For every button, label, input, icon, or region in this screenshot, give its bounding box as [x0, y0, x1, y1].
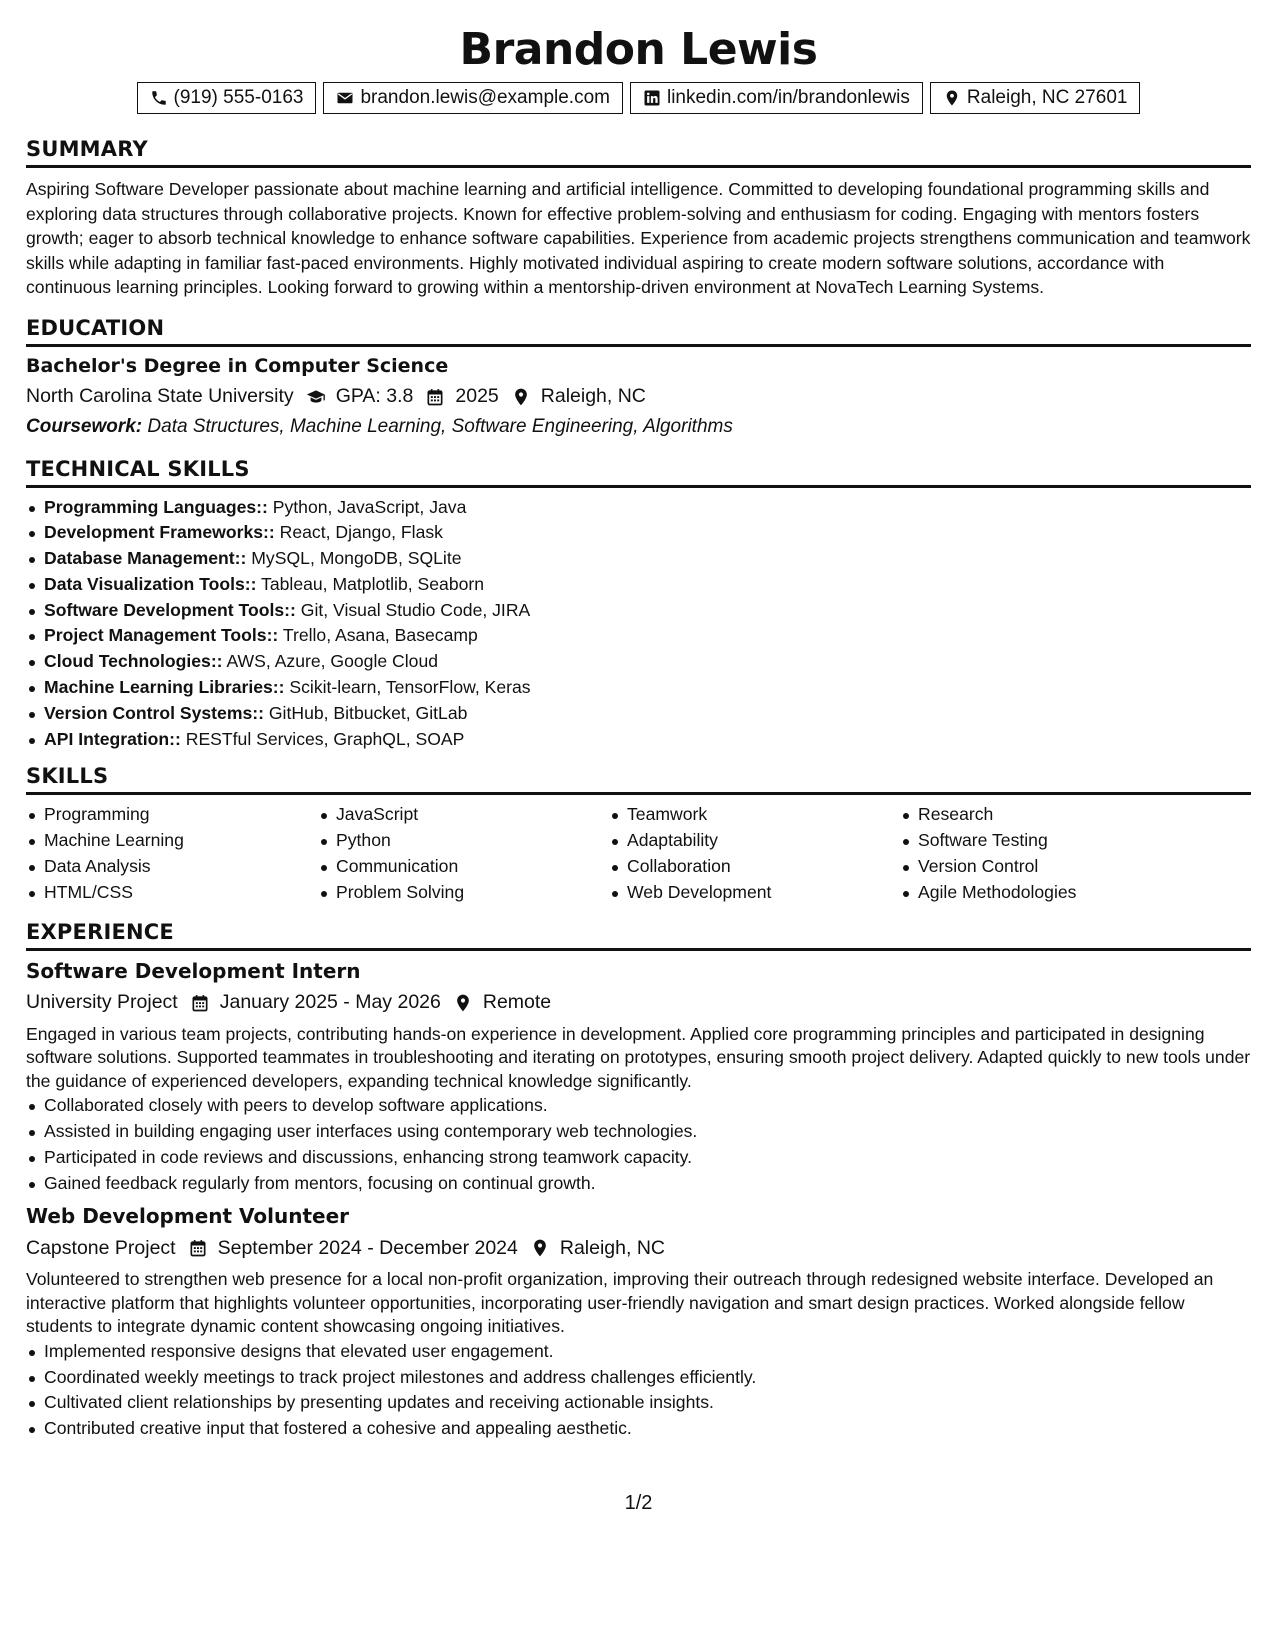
list-item: Data Analysis [26, 854, 318, 880]
experience-entry [26, 1204, 1251, 1442]
coursework-list: Data Structures, Machine Learning, Software Engineering, Algorithms [147, 415, 733, 437]
skill-values: Git, Visual Studio Code, JIRA [300, 599, 531, 620]
job-dates: January 2025 - May 2026 [219, 991, 441, 1014]
map-pin-icon [530, 1238, 550, 1258]
job-organization: University Project [26, 991, 178, 1014]
job-dates: September 2024 - December 2024 [217, 1236, 518, 1259]
technical-skills-section [26, 457, 1251, 753]
list-item [26, 598, 1251, 624]
skill-values: AWS, Azure, Google Cloud [226, 651, 439, 672]
list-item: Problem Solving [318, 880, 609, 906]
list-item [26, 546, 1251, 572]
skill-values: React, Django, Flask [279, 522, 443, 543]
graduation-cap-icon [306, 387, 326, 407]
skills-column [609, 802, 900, 905]
contact-linkedin-text: linkedin.com/in/brandonlewis [666, 87, 910, 108]
skills-column [900, 802, 1191, 905]
job-title: Software Development Intern [26, 958, 361, 983]
calendar-icon [425, 387, 445, 407]
education-meta [26, 383, 1251, 411]
list-item: Version Control [900, 854, 1191, 880]
map-pin-icon [453, 993, 473, 1013]
list-item: Software Testing [900, 828, 1191, 854]
list-item [26, 727, 1251, 753]
skill-category: Database Management:: [44, 548, 247, 569]
section-divider [26, 948, 1251, 951]
skill-category: Project Management Tools:: [44, 625, 279, 646]
section-title-technical-skills: TECHNICAL SKILLS [26, 456, 250, 481]
job-description: Volunteered to strengthen web presence for a local non-profit organization, improving their outreach through redesigned website interface. Developed an interactive platform that highlights volunteer opportunities, incorporating user-friendly navigation and smart design practices. Worked alongside fellow students to integrate dynamic content showcasing ongoing initiatives. [26, 1269, 1214, 1337]
skill-category: Development Frameworks:: [44, 522, 275, 543]
skills-column [318, 802, 609, 905]
section-title-summary: SUMMARY [26, 137, 148, 161]
list-item [26, 572, 1251, 598]
summary-section [26, 137, 1251, 300]
job-organization: Capstone Project [26, 1236, 176, 1259]
list-item: Teamwork [609, 802, 900, 828]
calendar-icon [188, 1238, 208, 1258]
job-meta [26, 989, 1251, 1017]
contact-location[interactable] [930, 82, 1141, 114]
list-item: Assisted in building engaging user interfaces using contemporary web technologies. [26, 1119, 1251, 1145]
skill-values: RESTful Services, GraphQL, SOAP [185, 728, 465, 749]
candidate-name: Brandon Lewis [459, 24, 818, 75]
list-item [26, 701, 1251, 727]
section-divider [26, 344, 1251, 347]
list-item: Collaborated closely with peers to develop software applications. [26, 1093, 1251, 1119]
skill-values: Trello, Asana, Basecamp [282, 625, 478, 646]
list-item: Gained feedback regularly from mentors, focusing on continual growth. [26, 1171, 1251, 1197]
section-title-experience: EXPERIENCE [26, 919, 174, 944]
contact-email-text: brandon.lewis@example.com [360, 87, 610, 108]
list-item: HTML/CSS [26, 880, 318, 906]
list-item: Coordinated weekly meetings to track project milestones and address challenges efficiently. [26, 1365, 1251, 1391]
job-meta [26, 1234, 1251, 1262]
list-item: Python [318, 828, 609, 854]
list-item: Research [900, 802, 1191, 828]
skill-category: API Integration:: [44, 728, 181, 749]
contact-linkedin[interactable] [630, 82, 923, 114]
section-divider [26, 485, 1251, 488]
map-pin-icon [943, 89, 961, 107]
list-item: Contributed creative input that fostered a cohesive and appealing aesthetic. [26, 1416, 1251, 1442]
linkedin-icon [643, 89, 661, 107]
skill-category: Data Visualization Tools:: [44, 573, 257, 594]
graduation-year: 2025 [455, 385, 499, 407]
list-item: Programming [26, 802, 318, 828]
section-title-education: EDUCATION [26, 315, 165, 340]
envelope-icon [336, 89, 354, 107]
job-location: Remote [482, 991, 552, 1014]
skill-category: Cloud Technologies:: [44, 651, 223, 672]
school-name: North Carolina State University [26, 385, 294, 407]
list-item [26, 495, 1251, 521]
skill-values: Python, JavaScript, Java [272, 496, 467, 517]
skill-category: Programming Languages:: [44, 496, 268, 517]
job-title: Web Development Volunteer [26, 1204, 350, 1229]
list-item: Adaptability [609, 828, 900, 854]
skill-values: Scikit-learn, TensorFlow, Keras [289, 677, 531, 698]
list-item [26, 520, 1251, 546]
resume-page [26, 0, 1251, 1650]
map-pin-icon [511, 387, 531, 407]
section-divider [26, 165, 1251, 168]
contact-phone[interactable] [137, 82, 317, 114]
summary-text: Aspiring Software Developer passionate about machine learning and artificial intelligence. Committed to developing foundational programming skills and exploring data structures through collaborative projects. Known for effective problem-solving and enthusiasm for coding. Engaging with mentors fosters growth; eager to absorb technical knowledge to enhance software capabilities. Experience from academic projects strengthens communication and teamwork skills while adapting in familiar fast-paced environments. Highly motivated individual aspiring to create modern software solutions, accordance with continuous learning principles. Looking forward to growing within a mentorship-driven environment at NovaTech Learning Systems. [26, 179, 1251, 297]
list-item [26, 623, 1251, 649]
list-item: Implemented responsive designs that elevated user engagement. [26, 1339, 1251, 1365]
list-item: Web Development [609, 880, 900, 906]
calendar-icon [190, 993, 210, 1013]
job-bullets [26, 1339, 1251, 1442]
list-item [26, 649, 1251, 675]
list-item: Collaboration [609, 854, 900, 880]
coursework-label: Coursework: [26, 415, 143, 437]
contact-bar [26, 82, 1251, 114]
skill-category: Machine Learning Libraries:: [44, 677, 285, 698]
job-location: Raleigh, NC [559, 1236, 665, 1259]
degree-title: Bachelor's Degree in Computer Science [26, 354, 449, 377]
skills-grid [26, 802, 1251, 905]
job-bullets [26, 1093, 1251, 1196]
list-item [26, 675, 1251, 701]
contact-phone-text: (919) 555-0163 [173, 87, 304, 108]
coursework-line [26, 416, 1251, 438]
skills-section [26, 764, 1251, 905]
contact-location-text: Raleigh, NC 27601 [966, 87, 1128, 108]
job-description: Engaged in various team projects, contributing hands-on experience in development. Applied core programming principles and participated in designing software solutions. Supported teammates in troubleshooting and iterating on prototypes, ensuring smooth project delivery. Adapted quickly to new tools under the guidance of experienced developers, expanding technical knowledge significantly. [26, 1023, 1251, 1091]
skill-values: GitHub, Bitbucket, GitLab [268, 702, 468, 723]
experience-section [26, 920, 1251, 1442]
section-divider [26, 792, 1251, 795]
skill-values: Tableau, Matplotlib, Seaborn [261, 573, 485, 594]
skill-category: Software Development Tools:: [44, 599, 296, 620]
technical-skills-list [26, 495, 1251, 753]
list-item: Agile Methodologies [900, 880, 1191, 906]
school-location: Raleigh, NC [540, 385, 646, 407]
list-item: Cultivated client relationships by presenting updates and receiving actionable insights. [26, 1390, 1251, 1416]
skill-category: Version Control Systems:: [44, 702, 264, 723]
list-item: Communication [318, 854, 609, 880]
experience-entry [26, 959, 1251, 1197]
skills-column [26, 802, 318, 905]
phone-icon [150, 89, 168, 107]
list-item: Participated in code reviews and discussions, enhancing strong teamwork capacity. [26, 1145, 1251, 1171]
gpa-value: GPA: 3.8 [335, 385, 414, 407]
list-item: JavaScript [318, 802, 609, 828]
education-section [26, 316, 1251, 438]
list-item: Machine Learning [26, 828, 318, 854]
contact-email[interactable] [323, 82, 623, 114]
page-number: 1/2 [624, 1492, 653, 1514]
skill-values: MySQL, MongoDB, SQLite [251, 548, 462, 569]
section-title-skills: SKILLS [26, 764, 109, 789]
